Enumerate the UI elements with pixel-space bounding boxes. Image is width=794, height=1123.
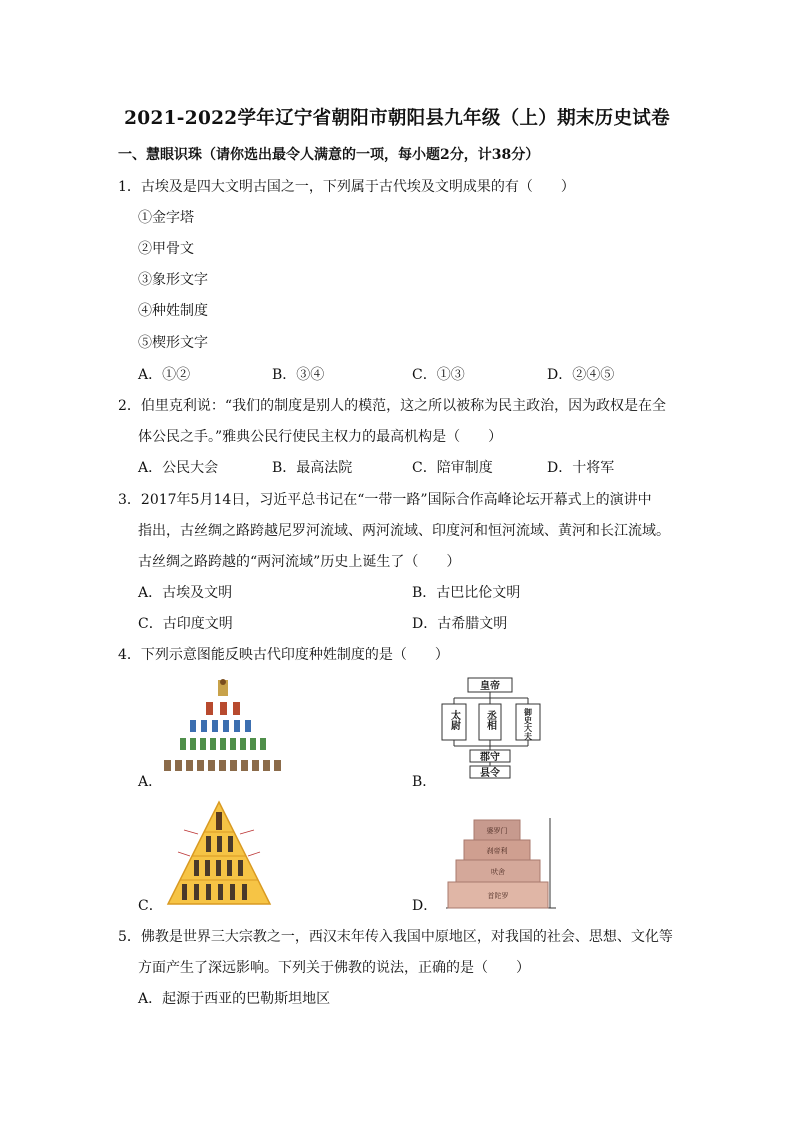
q1-item-3: ③象形文字	[138, 272, 208, 288]
q3-option-a[interactable]: A．古埃及文明	[138, 585, 233, 601]
q2-option-d[interactable]: D．十将军	[547, 460, 615, 476]
q1-option-a[interactable]: A．①②	[138, 367, 191, 383]
q1-item-1: ①金字塔	[138, 210, 194, 226]
diagram-b-top: 皇帝	[480, 681, 500, 692]
caste-vaishya-label: 吠舍	[491, 868, 505, 876]
q3-option-b[interactable]: B．古巴比伦文明	[412, 585, 521, 601]
q3-option-c[interactable]: C．古印度文明	[138, 616, 233, 632]
government-structure-diagram	[436, 676, 546, 780]
diagram-b-lower1: 郡守	[480, 752, 500, 763]
q1-option-c[interactable]: C．①③	[412, 367, 465, 383]
q2-option-c[interactable]: C．陪审制度	[412, 460, 493, 476]
q1-stem: 1．古埃及是四大文明古国之一，下列属于古代埃及文明成果的有（ ）	[118, 179, 575, 195]
q1-item-4: ④种姓制度	[138, 303, 208, 319]
q4-option-a-label[interactable]: A．	[138, 774, 163, 790]
caste-shudra-label: 首陀罗	[487, 892, 509, 900]
q4-option-c-label[interactable]: C．	[138, 898, 163, 914]
diagram-b-right: 御史大夫	[523, 708, 533, 740]
caste-brahmin-label: 婆罗门	[486, 827, 508, 835]
q2-stem-line1: 2．伯里克利说：“我们的制度是别人的模范，这之所以被称为民主政治，因为政权是在全	[118, 398, 667, 414]
triangle-pyramid-image	[164, 800, 274, 908]
q5-stem-line1: 5．佛教是世界三大宗教之一，西汉末年传入我国中原地区，对我国的社会、思想、文化等	[118, 929, 673, 945]
q1-option-d[interactable]: D．②④⑤	[547, 367, 615, 383]
q3-stem-line1: 3．2017年5月14日，习近平总书记在“一带一路”国际合作高峰论坛开幕式上的演讲中	[118, 492, 652, 508]
diagram-b-mid: 丞相	[484, 710, 496, 730]
q2-option-b[interactable]: B．最高法院	[272, 460, 353, 476]
q3-option-d[interactable]: D．古希腊文明	[412, 616, 508, 632]
q3-stem-line3: 古丝绸之路跨越的“两河流域”历史上诞生了（ ）	[138, 554, 461, 570]
q5-option-a[interactable]: A．起源于西亚的巴勒斯坦地区	[138, 991, 331, 1007]
q1-item-2: ②甲骨文	[138, 241, 194, 257]
q4-stem: 4．下列示意图能反映古代印度种姓制度的是（ ）	[118, 647, 449, 663]
pyramid-figures-image	[160, 678, 286, 784]
caste-kshatriya-label: 刹帝利	[486, 847, 508, 855]
q3-stem-line2: 指出，古丝绸之路跨越尼罗河流域、两河流域、印度河和恒河流域、黄河和长江流域。	[138, 523, 670, 539]
exam-title: 2021-2022学年辽宁省朝阳市朝阳县九年级（上）期末历史试卷	[124, 108, 670, 129]
section-heading: 一、慧眼识珠（请你选出最令人满意的一项，每小题2分，计38分）	[118, 147, 540, 163]
q4-option-d-label[interactable]: D．	[412, 898, 438, 914]
q2-stem-line2: 体公民之手。”雅典公民行使民主权力的最高机构是（ ）	[138, 429, 503, 445]
q2-option-a[interactable]: A．公民大会	[138, 460, 219, 476]
q5-stem-line2: 方面产生了深远影响。下列关于佛教的说法，正确的是（ ）	[138, 960, 530, 976]
diagram-b-left: 太尉	[448, 710, 460, 730]
q1-item-5: ⑤楔形文字	[138, 335, 208, 351]
diagram-b-lower2: 县令	[480, 768, 500, 779]
q1-option-b[interactable]: B．③④	[272, 367, 325, 383]
q4-option-b-label[interactable]: B．	[412, 774, 437, 790]
caste-steps-diagram	[446, 818, 556, 910]
